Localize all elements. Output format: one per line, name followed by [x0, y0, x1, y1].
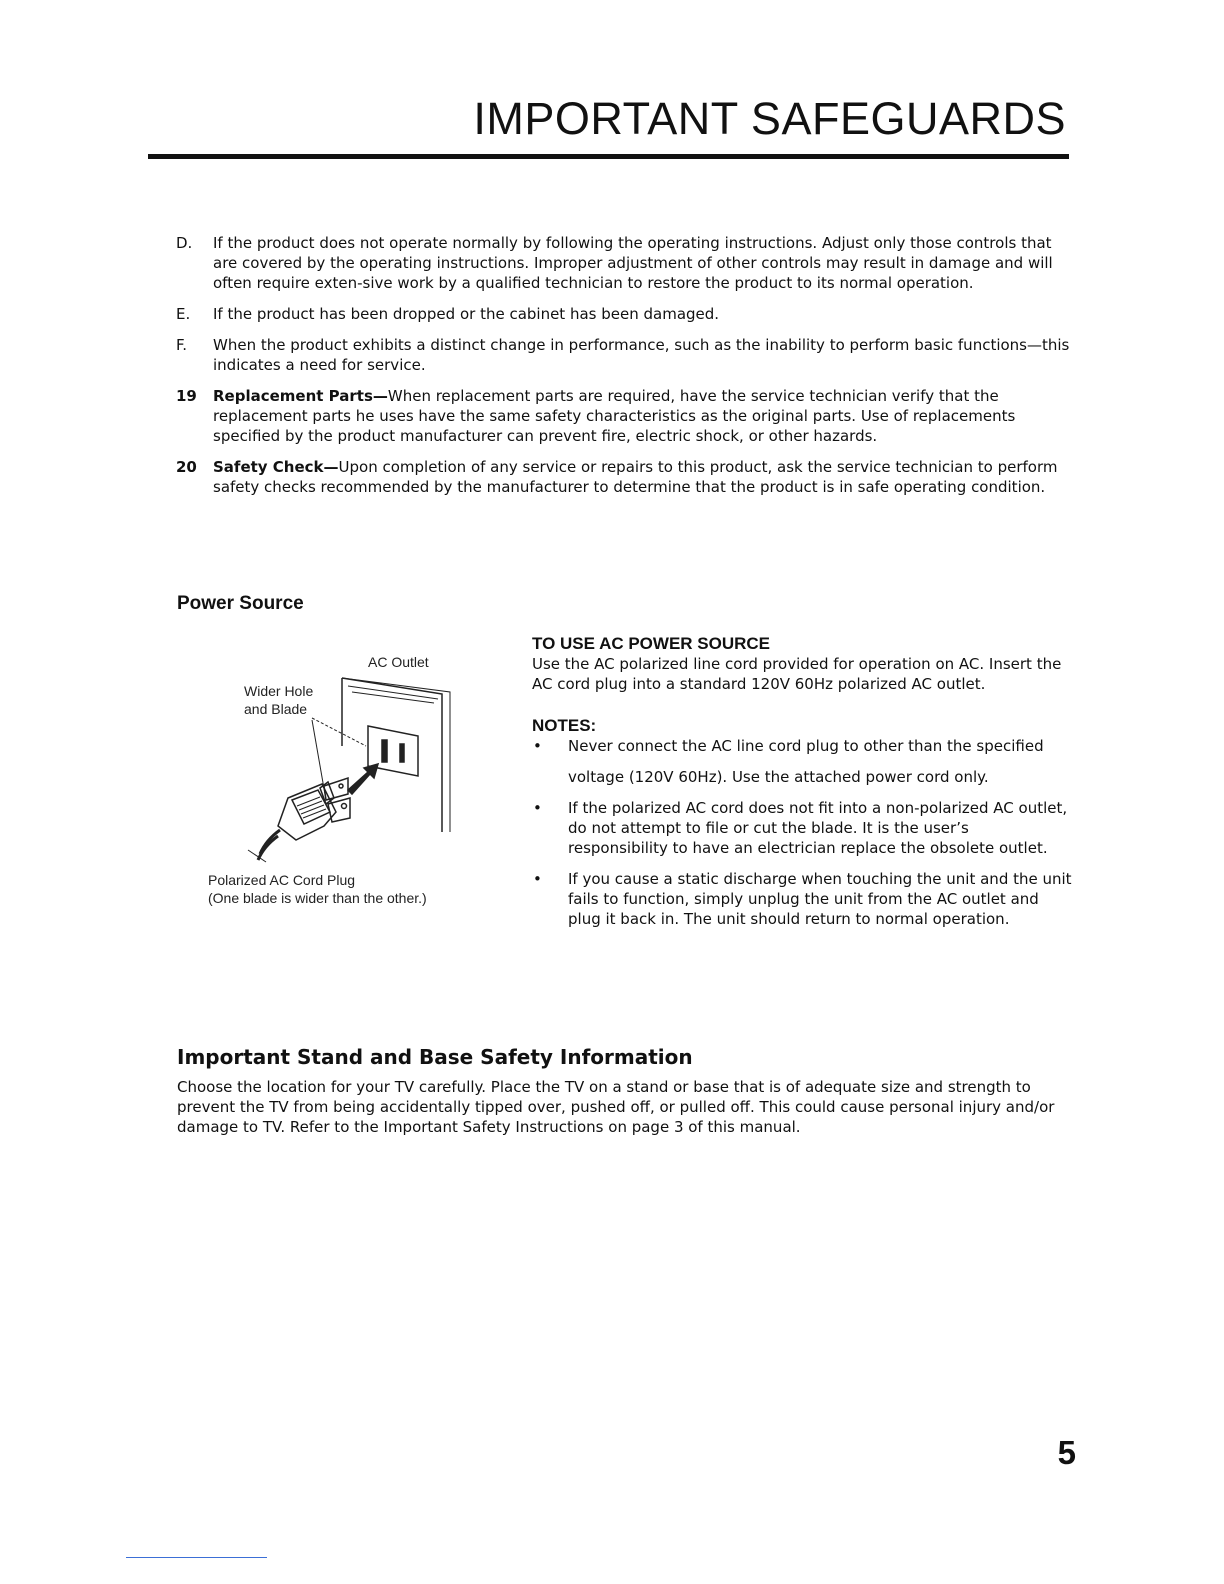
ac-outlet-label: AC Outlet [368, 654, 429, 670]
power-instructions [532, 634, 1072, 940]
use-ac-power-heading: TO USE AC POWER SOURCE [532, 634, 771, 653]
note-text: If the polarized AC cord does not fit into a non-polarized AC outlet, do not attempt to file or cut the blade. It is the user’s responsibility to have an electrician replace the obsolete outlet. [568, 799, 1068, 857]
wider-hole-label: Wider Hole [244, 683, 314, 699]
bullet-icon: • [533, 737, 542, 755]
service-item-19 [176, 386, 1070, 446]
power-source-heading: Power Source [177, 593, 304, 614]
note-item [532, 798, 1072, 858]
stand-safety-text: Choose the location for your TV carefully. Place the TV on a stand or base that is of adequate size and strength to prevent the TV from being accidentally tipped over, pushed off, or pulled off. This could cause personal injury and/or damage to TV. Refer to the Important Safety Instructions on page 3 of this manual. [177, 1078, 1055, 1136]
bullet-icon: • [533, 870, 542, 888]
plug-caption-line-2: (One blade is wider than the other.) [208, 890, 427, 906]
page-title: IMPORTANT SAFEGUARDS [473, 93, 1066, 144]
and-blade-label: and Blade [244, 701, 308, 717]
item-marker: F. [176, 336, 187, 354]
item-text: When the product exhibits a distinct change in performance, such as the inability to perform basic functions—this indicates a need for service. [213, 336, 1070, 374]
stand-safety-heading: Important Stand and Base Safety Information [177, 1045, 693, 1069]
use-ac-power-text: Use the AC polarized line cord provided for operation on AC. Insert the AC cord plug into a standard 120V 60Hz polarized AC outlet. [532, 655, 1062, 693]
plug-outlet-illustration [200, 648, 500, 878]
service-item-20 [176, 457, 1070, 497]
item-marker: D. [176, 234, 193, 252]
note-text: If you cause a static discharge when touching the unit and the unit fails to function, simply unplug the unit from the AC outlet and plug it back in. The unit should return to normal operation. [568, 870, 1072, 928]
item-text: If the product does not operate normally by following the operating instructions. Adjust only those controls that are covered by the operating instructions. Improper adjustment of other controls may result in damage and will often require exten-sive work by a qualified technician to restore the product to its normal operation. [213, 234, 1053, 292]
item-text: When replacement parts are required, have the service technician verify that the replacement parts he uses have the same safety characteristics as the original parts. Use of replacements specified by the product manufacturer can prevent fire, electric shock, or other hazards. [213, 387, 1016, 445]
outlet-plate-edge [342, 678, 442, 832]
note-continuation: voltage (120V 60Hz). Use the attached power cord only. [568, 768, 989, 786]
item-lead: Replacement Parts— [213, 387, 388, 405]
item-text: Upon completion of any service or repairs to this product, ask the service technician to perform safety checks recommended by the manufacturer to determine that the product is in safe operating condition. [213, 458, 1058, 496]
bullet-icon: • [533, 799, 542, 817]
notes-list [532, 736, 1072, 929]
service-item-d [176, 233, 1070, 293]
note-item [532, 736, 1072, 787]
item-number: 19 [176, 387, 197, 405]
plug-caption-line-1: Polarized AC Cord Plug [208, 872, 356, 888]
note-text: Never connect the AC line cord plug to other than the specified [568, 737, 1044, 755]
insert-direction-arrow [348, 764, 378, 794]
service-items-list [176, 233, 1070, 508]
note-item [532, 869, 1072, 929]
item-lead: Safety Check— [213, 458, 339, 476]
plug-outlet-figure [200, 648, 500, 918]
notes-heading: NOTES: [532, 716, 597, 735]
title-divider [148, 154, 1069, 159]
footer-divider [126, 1557, 267, 1558]
item-marker: E. [176, 305, 191, 323]
item-text: If the product has been dropped or the cabinet has been damaged. [213, 305, 720, 323]
service-item-e [176, 304, 1070, 324]
item-number: 20 [176, 458, 197, 476]
service-item-f [176, 335, 1070, 375]
page-number: 5 [1057, 1434, 1076, 1471]
